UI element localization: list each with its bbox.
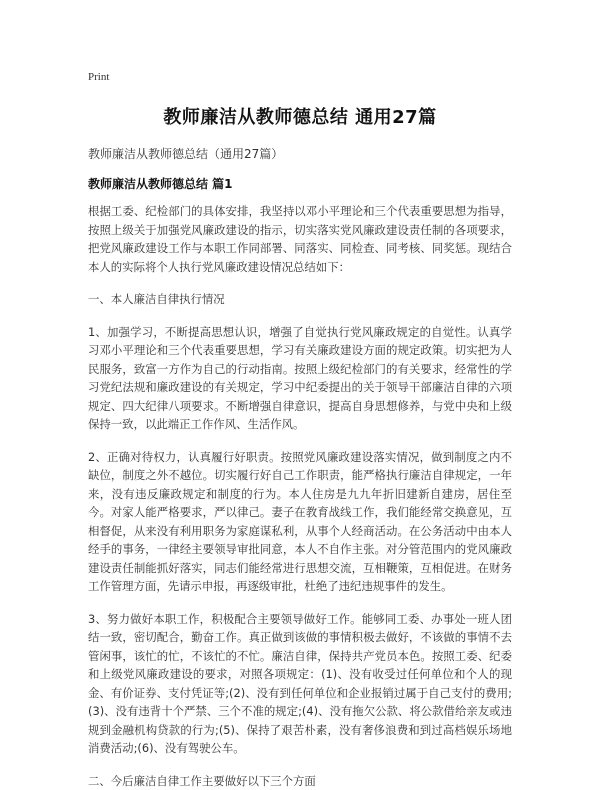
document-title: 教师廉洁从教师德总结 通用27篇 bbox=[88, 105, 512, 131]
section-heading: 教师廉洁从教师德总结 篇1 bbox=[88, 175, 512, 193]
point-two-paragraph: 2、正确对待权力，认真履行好职责。按照党风廉政建设落实情况，做到制度之内不缺位，制度之外不越位。切实履行好自己工作职责，能严格执行廉洁自律规定，一年来，没有违反廉政规定和制度的行为。本人住房是九九年折旧建新自建房，居住至今。对家人能严格要求，严以律己。妻子在教育战线工作，我们能经常交换意见，互相督促，从来没有利用职务为家庭谋私利，从事个人经商活动。在公务活动中由本人经手的事务，一律经主要领导审批同意，本人不自作主张。对分管范围内的党风廉政建设责任制能抓好落实，同志们能经常进行思想交流，互相鞭策，互相促进。在财务工作管理方面，先请示申报，再逐级审批，杜绝了违纪违规事件的发生。 bbox=[88, 448, 512, 596]
document-subtitle: 教师廉洁从教师德总结（通用27篇） bbox=[88, 145, 512, 163]
print-label[interactable]: Print bbox=[88, 69, 512, 85]
intro-paragraph: 根据工委、纪检部门的具体安排，我坚持以邓小平理论和三个代表重要思想为指导，按照上级关于加强党风廉政建设的指示，切实落实党风廉政建设责任制的各项要求，把党风廉政建设工作与本职工作同部署、同落实、同检查、同考核、同奖惩。现结合本人的实际将个人执行党风廉政建设情况总结如下： bbox=[88, 202, 512, 276]
heading-one: 一、本人廉洁自律执行情况 bbox=[88, 290, 512, 309]
point-one-paragraph: 1、加强学习，不断提高思想认识，增强了自觉执行党风廉政规定的自觉性。认真学习邓小平理论和三个代表重要思想，学习有关廉政建设方面的规定政策。切实把为人民服务，致富一方作为自己的行动指南。按照上级纪检部门的有关要求，经常性的学习党纪法规和廉政建设的有关规定，学习中纪委提出的关于领导干部廉洁自律的六项规定、四大纪律八项要求。不断增强自律意识，提高自身思想修养，与党中央和上级保持一致，以此端正工作作风、生活作风。 bbox=[88, 323, 512, 434]
point-three-paragraph: 3、努力做好本职工作，积极配合主要领导做好工作。能够同工委、办事处一班人团结一致，密切配合，勤奋工作。真正做到该做的事情积极去做好，不该做的事情不去管闲事，该忙的忙，不该忙的不忙。廉洁自律，保持共产党员本色。按照工委、纪委和上级党风廉政建设的要求，对照各项规定：(1)、没有收受过任何单位和个人的现金、有价证券、支付凭证等;(2)、没有到任何单位和企业报销过属于自己支付的费用;(3)、没有违背十个严禁、三个不准的规定;(4)、没有拖欠公款、将公款借给亲友或违规到金融机构贷款的行为;(5)、保持了艰苦朴素，没有奢侈浪费和到过高档娱乐场地消费活动;(6)、没有驾驶公车。 bbox=[88, 610, 512, 758]
heading-two: 二、今后廉洁自律工作主要做好以下三个方面 bbox=[88, 772, 512, 790]
